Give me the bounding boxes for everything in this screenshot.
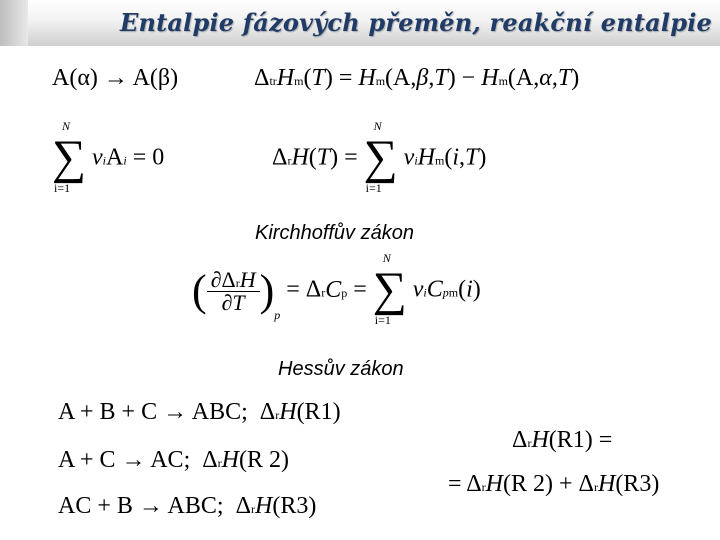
- hess-sum-line-2: = ΔrH(R 2) + ΔrH(R3): [448, 471, 660, 497]
- reaction-enthalpy-equation: ΔrH(T) = N ∑ i=1 νiHm(i,T): [272, 119, 487, 195]
- kirchhoff-equation: ( ∂ΔrH ∂T )$_p = \Delta rCp$ = N ∑ i=1 νiCpm(i): [192, 251, 481, 327]
- stoichiometric-equation: N ∑ i=1 νiAi = 0: [52, 119, 165, 195]
- sum-symbol: N ∑ i=1: [372, 251, 407, 327]
- sum-symbol: N ∑ i=1: [52, 119, 87, 195]
- transition-enthalpy-equation: ΔtrHm(T) = Hm(A,β,T) − Hm(A,α,T): [254, 65, 580, 91]
- title-bar-accent: [0, 0, 28, 46]
- phase-transition-equation: A(α) → A(β): [52, 65, 179, 91]
- hess-reaction-1: A + B + C → ABC; ΔrH(R1): [58, 399, 341, 425]
- hess-reaction-3: AC + B → ABC; ΔrH(R3): [58, 493, 317, 519]
- title-bar: [0, 0, 720, 46]
- slide-title: Entalpie fázových přeměn, reakční entalpie: [119, 8, 712, 37]
- sum-symbol: N ∑ i=1: [363, 119, 398, 195]
- hess-heading: Hessův zákon: [278, 358, 404, 380]
- hess-sum-line-1: ΔrH(R1) =: [512, 427, 613, 453]
- hess-reaction-2: A + C → AC; ΔrH(R 2): [58, 447, 290, 473]
- kirchhoff-heading: Kirchhoffův zákon: [255, 222, 414, 244]
